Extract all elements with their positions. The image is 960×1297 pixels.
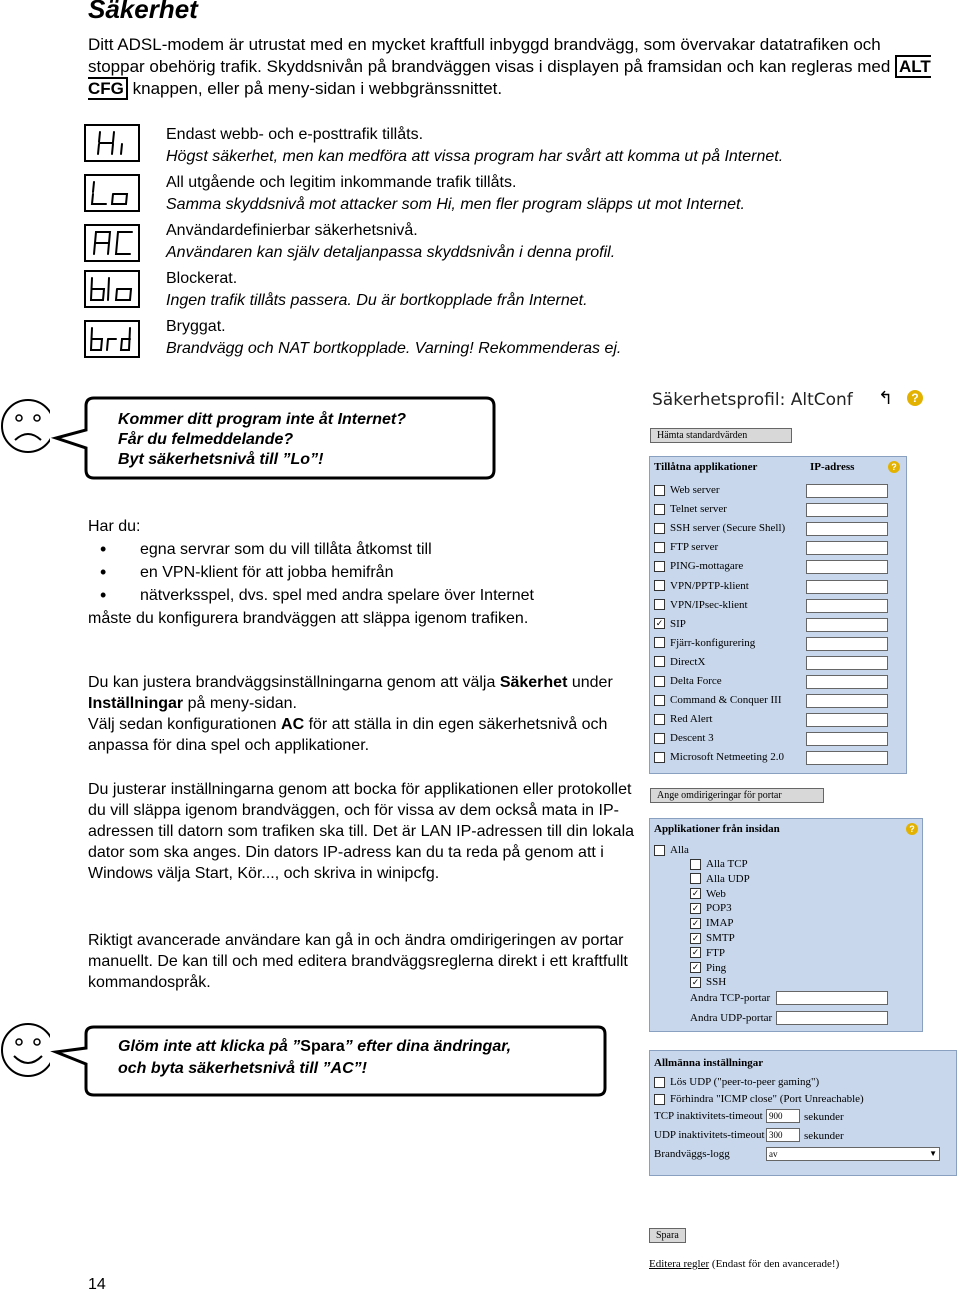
back-arrow-icon[interactable]: ↰	[878, 388, 894, 408]
udp-ports-input[interactable]	[776, 1011, 888, 1025]
allowed-apps-panel	[649, 456, 907, 774]
lan-app-label: Ping	[706, 961, 727, 974]
ip-address-input[interactable]	[806, 618, 888, 632]
app-row[interactable]	[654, 748, 784, 766]
app-label: Web server	[670, 484, 720, 496]
ip-address-input[interactable]	[806, 713, 888, 727]
checkbox[interactable]	[654, 485, 665, 496]
ip-address-input[interactable]	[806, 522, 888, 536]
checkbox[interactable]: ✓	[691, 917, 700, 928]
ip-address-input[interactable]	[806, 484, 888, 498]
intro-paragraph: Ditt ADSL-modem är utrustat med en mycket kraftfull inbyggd brandvägg, som övervakar datatrafiken och stoppar obehörig trafik. Skyddsnivån på brandväggen visas i displayen på framsidan och kan regleras med ALT CFG knappen, eller på meny-sidan i webbgränssnittet.	[88, 35, 931, 98]
app-row[interactable]	[654, 577, 749, 595]
app-row[interactable]	[654, 729, 714, 747]
checkbox[interactable]	[654, 676, 665, 687]
ip-address-input[interactable]	[806, 656, 888, 670]
edit-rules-link[interactable]: Editera regler	[649, 1258, 710, 1270]
app-label: Fjärr-konfigurering	[670, 636, 756, 649]
app-label: Telnet server	[670, 503, 727, 516]
ip-address-input[interactable]	[806, 675, 888, 689]
page-number: 14	[88, 1276, 106, 1293]
ip-address-input[interactable]	[806, 560, 888, 574]
app-row[interactable]	[654, 596, 748, 614]
checkbox[interactable]	[654, 523, 665, 534]
lan-app-label: SSH	[706, 976, 727, 989]
lan-header: Applikationer från insidan	[654, 823, 780, 835]
checkbox[interactable]	[654, 656, 665, 667]
display-ac-icon	[84, 224, 140, 262]
app-label: DirectX	[670, 655, 706, 668]
chevron-down-icon: ▼	[929, 1149, 937, 1158]
checkbox[interactable]	[654, 714, 665, 725]
app-row[interactable]	[654, 634, 755, 652]
lan-app-label: SMTP	[706, 932, 735, 944]
lan-apps-panel	[649, 818, 923, 1032]
udp-loose-row[interactable]: Lös UDP ("peer-to-peer gaming")	[654, 1073, 819, 1091]
have-tail: måste du konfigurera brandväggen att släppa igenom trafiken.	[88, 610, 529, 627]
advanced-paragraph: Riktigt avancerade användare kan gå in och ändra omdirigeringen av portar manuellt. De kan till och med editera brandväggsreglerna direkt i ett kraftfullt kommandospråk.	[88, 932, 628, 991]
tcp-timeout-input[interactable]: 900	[766, 1109, 800, 1123]
sad-face-icon	[0, 398, 54, 452]
app-label: Descent 3	[670, 732, 714, 745]
bubble-line-1: Kommer ditt program inte åt Internet?	[118, 411, 407, 428]
app-label: VPN/PPTP-klient	[670, 579, 749, 592]
adjust-paragraph: Du kan justera brandväggsinställningarna genom att välja Säkerhet under Inställningar på meny-sidan. Välj sedan konfigurationen AC för att ställa in din egen säkerhetsnivå och anpassa för dina spel och applikationer.	[88, 674, 613, 754]
app-label: FTP server	[670, 541, 719, 554]
display-hi-icon	[84, 124, 140, 162]
happy-face-icon	[0, 1022, 54, 1076]
bubble-line-3: Byt säkerhetsnivå till ”Lo”!	[118, 451, 324, 468]
level-hi-text: Endast webb- och e-posttrafik tillåts. Högst säkerhet, men kan medföra att vissa program har svårt att komma ut på Internet.	[166, 126, 784, 165]
instructions-paragraph: Du justerar inställningarna genom att bocka för applikationen eller protokollet du vill släppa igenom brandväggen, och för vissa av dem också mata in IP-adressen till datorn som trafiken ska till. Det är LAN IP-adressen till din lokala dator som ska anges. Din dators IP-adress kan du ta reda på genom att i Windows välja Start, Kör..., och skriva in winipcfg.	[88, 781, 635, 882]
checkbox[interactable]	[654, 542, 665, 553]
log-select[interactable]: av ▼	[766, 1147, 940, 1161]
help-icon[interactable]: ?	[888, 461, 900, 473]
list-item: • nätverksspel, dvs. spel med andra spelare över Internet	[88, 584, 648, 607]
app-row[interactable]	[654, 538, 718, 556]
checkbox[interactable]	[654, 695, 665, 706]
udp-timeout-input[interactable]: 300	[766, 1128, 800, 1142]
general-header: Allmänna inställningar	[654, 1057, 764, 1069]
ip-address-input[interactable]	[806, 599, 888, 613]
app-row[interactable]	[654, 710, 712, 728]
lan-app-label: POP3	[706, 902, 732, 915]
display-brd-icon	[84, 320, 140, 358]
general-settings-panel	[649, 1050, 957, 1176]
ip-address-input[interactable]	[806, 637, 888, 651]
checkbox[interactable]: ✓	[691, 947, 700, 958]
profile-title: Säkerhetsprofil: AltConf	[652, 390, 853, 410]
level-ac-text: Användardefinierbar säkerhetsnivå. Användaren kan själv detaljanpassa skyddsnivån i denna profil.	[166, 222, 616, 261]
ip-header: IP-adress	[810, 461, 855, 473]
checkbox[interactable]	[654, 599, 665, 610]
ip-address-input[interactable]	[806, 694, 888, 708]
alt-cfg-key: ALT CFG	[88, 57, 931, 98]
checkbox[interactable]: ✓	[691, 976, 700, 987]
port-redirect-button[interactable]: Ange omdirigeringar för portar	[650, 788, 824, 803]
tcp-ports-input[interactable]	[776, 991, 888, 1005]
apps-header: Tillåtna applikationer	[654, 461, 758, 473]
app-label: Command & Conquer III	[670, 694, 782, 707]
level-blo-text: Blockerat. Ingen trafik tillåts passera. Du är bortkopplade från Internet.	[166, 270, 588, 309]
seconds-label: sekunder	[804, 1130, 844, 1142]
edit-rules-row: Editera regler (Endast för den avancerade!)	[649, 1258, 840, 1270]
checkbox[interactable]	[654, 1077, 665, 1088]
app-row[interactable]	[654, 653, 705, 671]
checkbox[interactable]	[654, 845, 665, 856]
reminder-text: Glöm inte att klicka på ”Spara” efter dina ändringar, och byta säkerhetsnivå till ”AC”!	[118, 1038, 512, 1077]
lan-app-label: Web	[706, 887, 726, 900]
app-row[interactable]	[654, 615, 686, 633]
app-row[interactable]	[654, 519, 785, 537]
level-lo-text: All utgående och legitim inkommande trafik tillåts. Samma skyddsnivå mot attacker som Hi, men fler program släpps ut mot Internet.	[166, 174, 745, 213]
app-label: SSH server (Secure Shell)	[670, 522, 786, 535]
checkbox[interactable]: ✓	[691, 932, 700, 943]
app-label: Microsoft Netmeeting 2.0	[670, 751, 784, 764]
app-label: SIP	[670, 617, 686, 630]
fetch-defaults-button[interactable]: Hämta standardvärden	[650, 428, 792, 443]
ip-address-input[interactable]	[806, 732, 888, 746]
have-section	[88, 515, 648, 630]
checkbox[interactable]	[654, 504, 665, 515]
ip-address-input[interactable]	[806, 541, 888, 555]
checkbox[interactable]: ✓	[691, 888, 700, 899]
checkbox[interactable]	[654, 1094, 665, 1105]
lan-app-label: Alla TCP	[706, 858, 748, 870]
udp-ports-label: Andra UDP-portar	[690, 1012, 773, 1024]
save-button[interactable]: Spara	[649, 1228, 686, 1243]
checkbox[interactable]: ✓	[655, 618, 664, 629]
checkbox[interactable]	[654, 752, 665, 763]
list-item: • egna servrar som du vill tillåta åtkomst till	[88, 538, 648, 561]
app-row[interactable]	[654, 672, 722, 690]
ip-address-input[interactable]	[806, 751, 888, 765]
page-title: Säkerhet	[88, 0, 198, 24]
lan-app-label: Alla UDP	[706, 872, 750, 885]
checkbox[interactable]	[654, 637, 665, 648]
seconds-label: sekunder	[804, 1111, 844, 1123]
lan-app-label: FTP	[706, 946, 725, 959]
lan-all-row[interactable]: Alla	[654, 841, 689, 859]
list-item: • en VPN-klient för att jobba hemifrån	[88, 561, 648, 584]
checkbox[interactable]	[690, 859, 701, 870]
checkbox[interactable]	[654, 561, 665, 572]
ip-address-input[interactable]	[806, 503, 888, 517]
app-label: PING-mottagare	[670, 560, 744, 573]
lan-app-label: IMAP	[706, 917, 734, 930]
tcp-timeout-label: TCP inaktivitets-timeout	[654, 1110, 763, 1122]
app-label: Red Alert	[670, 713, 713, 726]
display-lo-icon	[84, 174, 140, 212]
ip-address-input[interactable]	[806, 580, 888, 594]
app-row[interactable]	[654, 691, 782, 709]
checkbox[interactable]	[654, 733, 665, 744]
checkbox[interactable]: ✓	[691, 962, 700, 973]
udp-timeout-label: UDP inaktivitets-timeout	[654, 1129, 765, 1141]
checkbox[interactable]	[690, 873, 701, 884]
icmp-row[interactable]: Förhindra "ICMP close" (Port Unreachable)	[654, 1090, 864, 1108]
help-icon[interactable]: ?	[907, 390, 923, 406]
checkbox[interactable]: ✓	[691, 902, 700, 913]
checkbox[interactable]	[654, 580, 665, 591]
app-row[interactable]	[654, 557, 743, 575]
speech-bubble-reminder	[50, 1022, 610, 1100]
bubble-line-2: Får du felmeddelande?	[118, 431, 294, 448]
app-label: Delta Force	[670, 675, 722, 687]
tcp-ports-label: Andra TCP-portar	[690, 992, 771, 1004]
speech-bubble-warning	[50, 392, 500, 486]
app-row[interactable]	[654, 481, 720, 499]
log-label: Brandväggs-logg	[654, 1148, 730, 1160]
app-row[interactable]	[654, 500, 727, 518]
help-icon[interactable]: ?	[906, 823, 918, 835]
level-brd-text: Bryggat. Brandvägg och NAT bortkopplade. Varning! Rekommenderas ej.	[166, 318, 622, 357]
have-lead: Har du:	[88, 518, 141, 535]
app-label: VPN/IPsec-klient	[670, 598, 748, 611]
display-blo-icon	[84, 270, 140, 308]
